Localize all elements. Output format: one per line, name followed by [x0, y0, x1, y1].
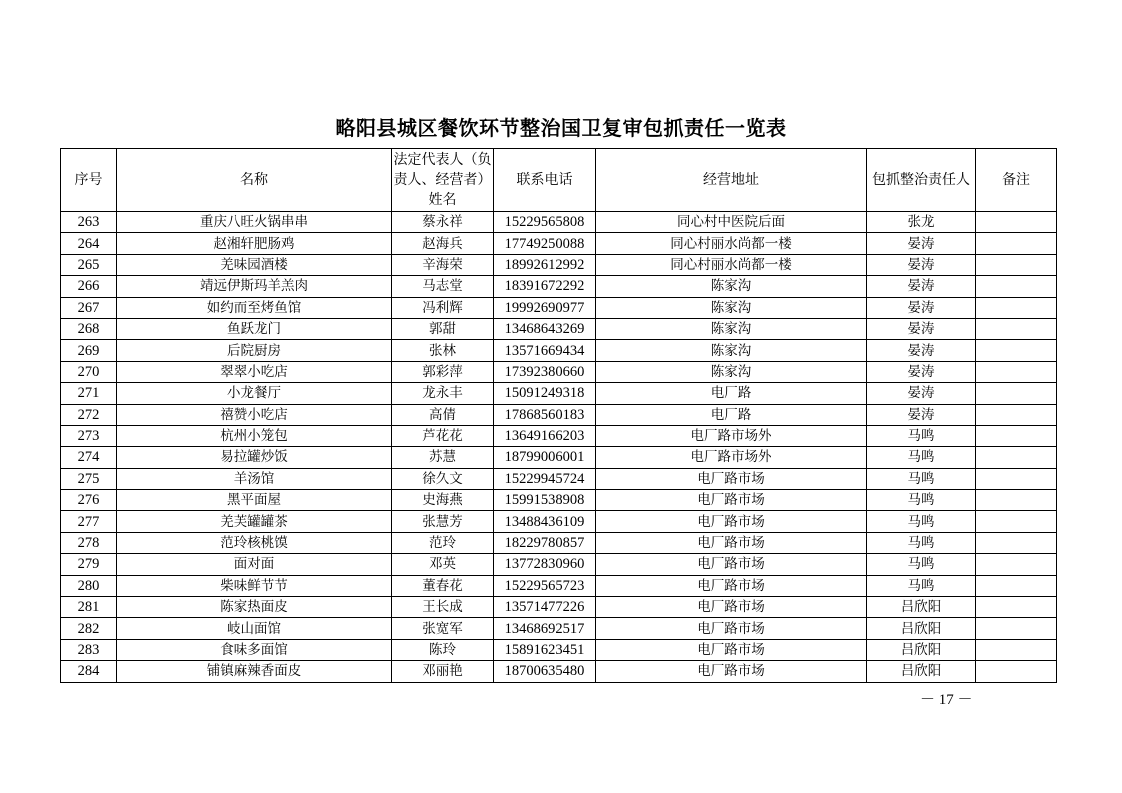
cell-responsible: 马鸣	[867, 532, 976, 553]
cell-phone: 18799006001	[494, 447, 596, 468]
table-header-row	[61, 149, 1057, 212]
cell-legal-rep: 蔡永祥	[392, 212, 494, 233]
cell-address: 陈家沟	[596, 318, 867, 339]
cell-legal-rep: 徐久文	[392, 468, 494, 489]
table-body	[61, 212, 1057, 683]
cell-index: 264	[61, 233, 117, 254]
cell-phone: 15229945724	[494, 468, 596, 489]
cell-remarks	[976, 661, 1057, 682]
cell-name: 鱼跃龙门	[117, 318, 392, 339]
cell-remarks	[976, 297, 1057, 318]
cell-phone: 17749250088	[494, 233, 596, 254]
cell-legal-rep: 邓英	[392, 554, 494, 575]
cell-address: 电厂路市场	[596, 532, 867, 553]
cell-responsible: 吕欣阳	[867, 661, 976, 682]
cell-index: 280	[61, 575, 117, 596]
cell-legal-rep: 张林	[392, 340, 494, 361]
cell-responsible: 马鸣	[867, 447, 976, 468]
cell-index: 284	[61, 661, 117, 682]
cell-name: 如约而至烤鱼馆	[117, 297, 392, 318]
cell-remarks	[976, 554, 1057, 575]
table-row	[61, 425, 1057, 446]
table-row	[61, 361, 1057, 382]
cell-phone: 13571477226	[494, 597, 596, 618]
header-index: 序号	[61, 149, 117, 212]
cell-index: 282	[61, 618, 117, 639]
header-phone: 联系电话	[494, 149, 596, 212]
table-row	[61, 318, 1057, 339]
table-row	[61, 447, 1057, 468]
cell-responsible: 吕欣阳	[867, 639, 976, 660]
cell-responsible: 马鸣	[867, 468, 976, 489]
cell-name: 陈家热面皮	[117, 597, 392, 618]
header-name: 名称	[117, 149, 392, 212]
cell-responsible: 晏涛	[867, 276, 976, 297]
cell-responsible: 晏涛	[867, 318, 976, 339]
cell-phone: 13571669434	[494, 340, 596, 361]
cell-name: 易拉罐炒饭	[117, 447, 392, 468]
cell-address: 电厂路市场	[596, 618, 867, 639]
cell-legal-rep: 张宽军	[392, 618, 494, 639]
cell-index: 269	[61, 340, 117, 361]
cell-index: 279	[61, 554, 117, 575]
cell-responsible: 张龙	[867, 212, 976, 233]
table-row	[61, 297, 1057, 318]
header-legal-rep: 法定代表人（负责人、经营者）姓名	[392, 149, 494, 212]
cell-phone: 18229780857	[494, 532, 596, 553]
cell-legal-rep: 高倩	[392, 404, 494, 425]
cell-phone: 18992612992	[494, 254, 596, 275]
cell-responsible: 马鸣	[867, 425, 976, 446]
cell-phone: 15891623451	[494, 639, 596, 660]
cell-phone: 18391672292	[494, 276, 596, 297]
cell-name: 重庆八旺火锅串串	[117, 212, 392, 233]
cell-remarks	[976, 340, 1057, 361]
cell-index: 278	[61, 532, 117, 553]
cell-address: 陈家沟	[596, 340, 867, 361]
cell-name: 柴味鲜节节	[117, 575, 392, 596]
cell-phone: 19992690977	[494, 297, 596, 318]
cell-address: 同心村丽水尚都一楼	[596, 233, 867, 254]
cell-responsible: 晏涛	[867, 254, 976, 275]
cell-name: 禧赞小吃店	[117, 404, 392, 425]
cell-index: 267	[61, 297, 117, 318]
table-row	[61, 554, 1057, 575]
cell-responsible: 吕欣阳	[867, 597, 976, 618]
cell-remarks	[976, 361, 1057, 382]
cell-index: 273	[61, 425, 117, 446]
cell-responsible: 晏涛	[867, 361, 976, 382]
table-row	[61, 639, 1057, 660]
cell-phone: 15091249318	[494, 383, 596, 404]
cell-address: 电厂路市场外	[596, 447, 867, 468]
cell-remarks	[976, 233, 1057, 254]
cell-address: 电厂路市场	[596, 511, 867, 532]
cell-remarks	[976, 447, 1057, 468]
header-remarks: 备注	[976, 149, 1057, 212]
cell-legal-rep: 郭彩萍	[392, 361, 494, 382]
cell-legal-rep: 陈玲	[392, 639, 494, 660]
cell-remarks	[976, 490, 1057, 511]
cell-index: 271	[61, 383, 117, 404]
cell-name: 靖远伊斯玛羊羔肉	[117, 276, 392, 297]
table-row	[61, 511, 1057, 532]
cell-responsible: 马鸣	[867, 554, 976, 575]
cell-address: 电厂路市场	[596, 661, 867, 682]
cell-address: 电厂路市场	[596, 597, 867, 618]
cell-legal-rep: 史海燕	[392, 490, 494, 511]
cell-index: 265	[61, 254, 117, 275]
cell-responsible: 晏涛	[867, 404, 976, 425]
cell-address: 电厂路市场	[596, 639, 867, 660]
cell-remarks	[976, 318, 1057, 339]
cell-responsible: 晏涛	[867, 297, 976, 318]
cell-index: 281	[61, 597, 117, 618]
cell-remarks	[976, 276, 1057, 297]
cell-legal-rep: 辛海荣	[392, 254, 494, 275]
responsibility-table	[60, 148, 1057, 683]
cell-address: 电厂路市场	[596, 575, 867, 596]
cell-index: 263	[61, 212, 117, 233]
cell-address: 电厂路市场	[596, 468, 867, 489]
cell-legal-rep: 邓丽艳	[392, 661, 494, 682]
cell-index: 266	[61, 276, 117, 297]
cell-phone: 13468643269	[494, 318, 596, 339]
cell-phone: 18700635480	[494, 661, 596, 682]
cell-name: 后院厨房	[117, 340, 392, 361]
header-responsible: 包抓整治责任人	[867, 149, 976, 212]
cell-address: 陈家沟	[596, 361, 867, 382]
cell-address: 同心村丽水尚都一楼	[596, 254, 867, 275]
cell-responsible: 马鸣	[867, 490, 976, 511]
cell-name: 面对面	[117, 554, 392, 575]
cell-address: 电厂路	[596, 404, 867, 425]
cell-address: 陈家沟	[596, 297, 867, 318]
cell-name: 岐山面馆	[117, 618, 392, 639]
cell-legal-rep: 冯利辉	[392, 297, 494, 318]
cell-legal-rep: 苏慧	[392, 447, 494, 468]
cell-remarks	[976, 468, 1057, 489]
cell-name: 小龙餐厅	[117, 383, 392, 404]
cell-name: 黑平面屋	[117, 490, 392, 511]
cell-legal-rep: 张慧芳	[392, 511, 494, 532]
cell-legal-rep: 王长成	[392, 597, 494, 618]
cell-phone: 13772830960	[494, 554, 596, 575]
cell-index: 270	[61, 361, 117, 382]
cell-remarks	[976, 511, 1057, 532]
cell-legal-rep: 范玲	[392, 532, 494, 553]
cell-legal-rep: 董春花	[392, 575, 494, 596]
cell-address: 同心村中医院后面	[596, 212, 867, 233]
cell-remarks	[976, 532, 1057, 553]
cell-address: 电厂路市场外	[596, 425, 867, 446]
cell-remarks	[976, 254, 1057, 275]
cell-name: 赵湘轩肥肠鸡	[117, 233, 392, 254]
cell-remarks	[976, 212, 1057, 233]
cell-name: 范玲核桃馍	[117, 532, 392, 553]
cell-remarks	[976, 404, 1057, 425]
cell-address: 陈家沟	[596, 276, 867, 297]
cell-remarks	[976, 383, 1057, 404]
cell-responsible: 晏涛	[867, 233, 976, 254]
cell-index: 283	[61, 639, 117, 660]
cell-address: 电厂路市场	[596, 554, 867, 575]
cell-phone: 17868560183	[494, 404, 596, 425]
table-row	[61, 404, 1057, 425]
cell-legal-rep: 龙永丰	[392, 383, 494, 404]
cell-legal-rep: 芦花花	[392, 425, 494, 446]
table-row	[61, 276, 1057, 297]
cell-name: 羌味园酒楼	[117, 254, 392, 275]
table-row	[61, 383, 1057, 404]
cell-index: 276	[61, 490, 117, 511]
table-row	[61, 212, 1057, 233]
cell-index: 272	[61, 404, 117, 425]
table-row	[61, 661, 1057, 682]
cell-phone: 15991538908	[494, 490, 596, 511]
cell-legal-rep: 赵海兵	[392, 233, 494, 254]
cell-index: 274	[61, 447, 117, 468]
cell-name: 羊汤馆	[117, 468, 392, 489]
cell-responsible: 马鸣	[867, 575, 976, 596]
cell-index: 277	[61, 511, 117, 532]
cell-responsible: 晏涛	[867, 340, 976, 361]
table-row	[61, 532, 1057, 553]
header-address: 经营地址	[596, 149, 867, 212]
cell-address: 电厂路市场	[596, 490, 867, 511]
table-row	[61, 575, 1057, 596]
cell-phone: 13468692517	[494, 618, 596, 639]
cell-address: 电厂路	[596, 383, 867, 404]
cell-name: 铺镇麻辣香面皮	[117, 661, 392, 682]
table-row	[61, 254, 1057, 275]
cell-responsible: 吕欣阳	[867, 618, 976, 639]
cell-name: 食味多面馆	[117, 639, 392, 660]
table-row	[61, 340, 1057, 361]
cell-remarks	[976, 575, 1057, 596]
table-row	[61, 490, 1057, 511]
page-number: － 17 －	[920, 692, 973, 708]
cell-remarks	[976, 618, 1057, 639]
cell-legal-rep: 马志堂	[392, 276, 494, 297]
cell-responsible: 马鸣	[867, 511, 976, 532]
cell-remarks	[976, 639, 1057, 660]
cell-remarks	[976, 425, 1057, 446]
cell-phone: 15229565723	[494, 575, 596, 596]
table-row	[61, 618, 1057, 639]
cell-index: 268	[61, 318, 117, 339]
page-title: 略阳县城区餐饮环节整治国卫复审包抓责任一览表	[335, 116, 787, 140]
cell-remarks	[976, 597, 1057, 618]
table-row	[61, 233, 1057, 254]
table-row	[61, 468, 1057, 489]
cell-phone: 17392380660	[494, 361, 596, 382]
cell-name: 杭州小笼包	[117, 425, 392, 446]
table-row	[61, 597, 1057, 618]
cell-name: 翠翠小吃店	[117, 361, 392, 382]
cell-phone: 13649166203	[494, 425, 596, 446]
cell-responsible: 晏涛	[867, 383, 976, 404]
cell-name: 羌芙罐罐茶	[117, 511, 392, 532]
cell-index: 275	[61, 468, 117, 489]
cell-phone: 15229565808	[494, 212, 596, 233]
cell-legal-rep: 郭甜	[392, 318, 494, 339]
cell-phone: 13488436109	[494, 511, 596, 532]
